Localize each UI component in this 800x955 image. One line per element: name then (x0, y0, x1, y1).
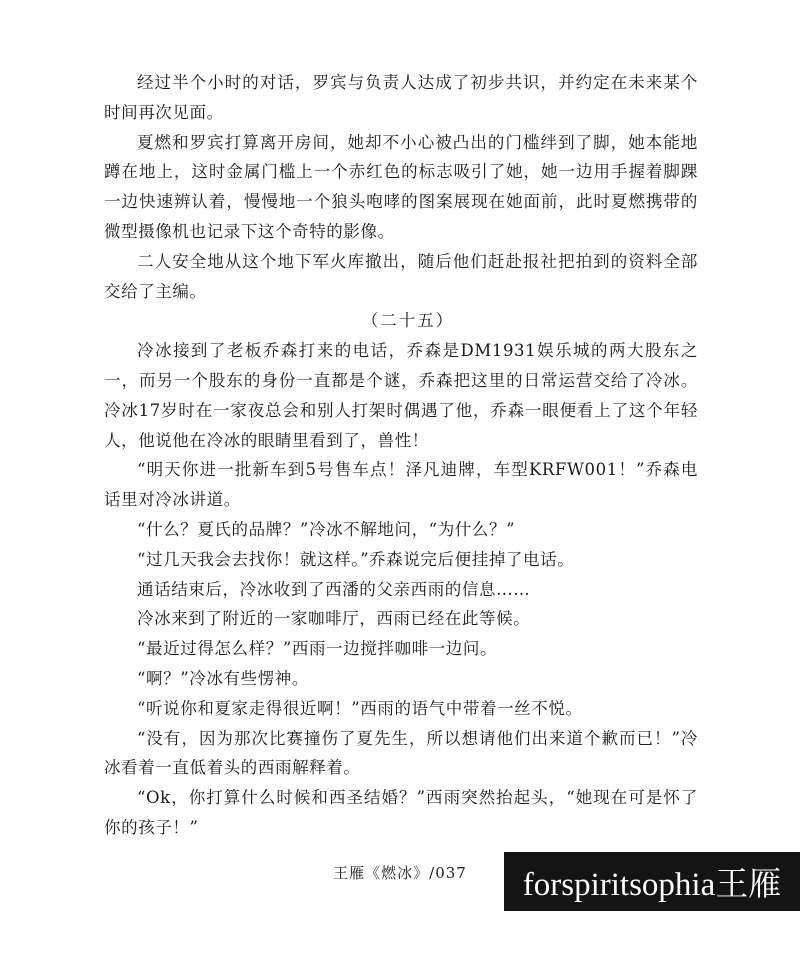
paragraph: 冷冰来到了附近的一家咖啡厅，西雨已经在此等候。 (137, 609, 531, 629)
paragraph: “过几天我会去找你！就这样。”乔森说完后便挂掉了电话。 (137, 549, 575, 569)
chapter-heading: （二十五） (361, 311, 455, 331)
paragraph: “最近过得怎么样？”西雨一边搅拌咖啡一边问。 (137, 639, 498, 659)
paragraph: “听说你和夏家走得很近啊！”西雨的语气中带着一丝不悦。 (137, 698, 583, 718)
paragraph: “明天你进一批新车到5号售车点！泽凡迪牌，车型KRFW001！”乔森电话里对冷冰讲道。 (104, 460, 698, 510)
paragraph: 通话结束后，冷冰收到了西潘的父亲西雨的信息…… (137, 579, 531, 599)
paragraph: “Ok，你打算什么时候和西圣结婚？”西雨突然抬起头，“她现在可是怀了你的孩子！” (104, 788, 698, 837)
paragraph: “没有，因为那次比赛撞伤了夏先生，所以想请他们出来道个歉而已！”冷冰看着一直低着头的西雨解释着。 (104, 728, 698, 778)
paragraph: “什么？夏氏的品牌？”冷冰不解地问，“为什么？” (137, 519, 516, 539)
watermark-label: forspiritsophia王雁 (504, 852, 800, 911)
body-text (104, 68, 698, 843)
paragraph: “啊？”冷冰有些愣神。 (137, 668, 309, 688)
page-footer: 王雁《燃冰》/037 (333, 864, 467, 882)
paragraph: 经过半个小时的对话，罗宾与负责人达成了初步共识，并约定在未来某个时间再次见面。 (104, 73, 698, 122)
paragraph: 冷冰接到了老板乔森打来的电话，乔森是DM1931娱乐城的两大股东之一，而另一个股东的身份一直都是个谜，乔森把这里的日常运营交给了冷冰。冷冰17岁时在一家夜总会和别人打架时偶遇了他，乔森一眼便看上了这个年轻人，他说他在冷冰的眼睛里看到了，兽性！ (104, 341, 698, 450)
paragraph: 二人安全地从这个地下军火库撤出，随后他们赶赴报社把拍到的资料全部交给了主编。 (104, 251, 698, 301)
paragraph: 夏燃和罗宾打算离开房间，她却不小心被凸出的门槛绊到了脚，她本能地蹲在地上，这时金属门槛上一个赤红色的标志吸引了她，她一边用手握着脚踝一边快速辨认着，慢慢地一个狼头咆哮的图案展现在她面前，此时夏燃携带的微型摄像机也记录下这个奇特的影像。 (104, 132, 698, 241)
